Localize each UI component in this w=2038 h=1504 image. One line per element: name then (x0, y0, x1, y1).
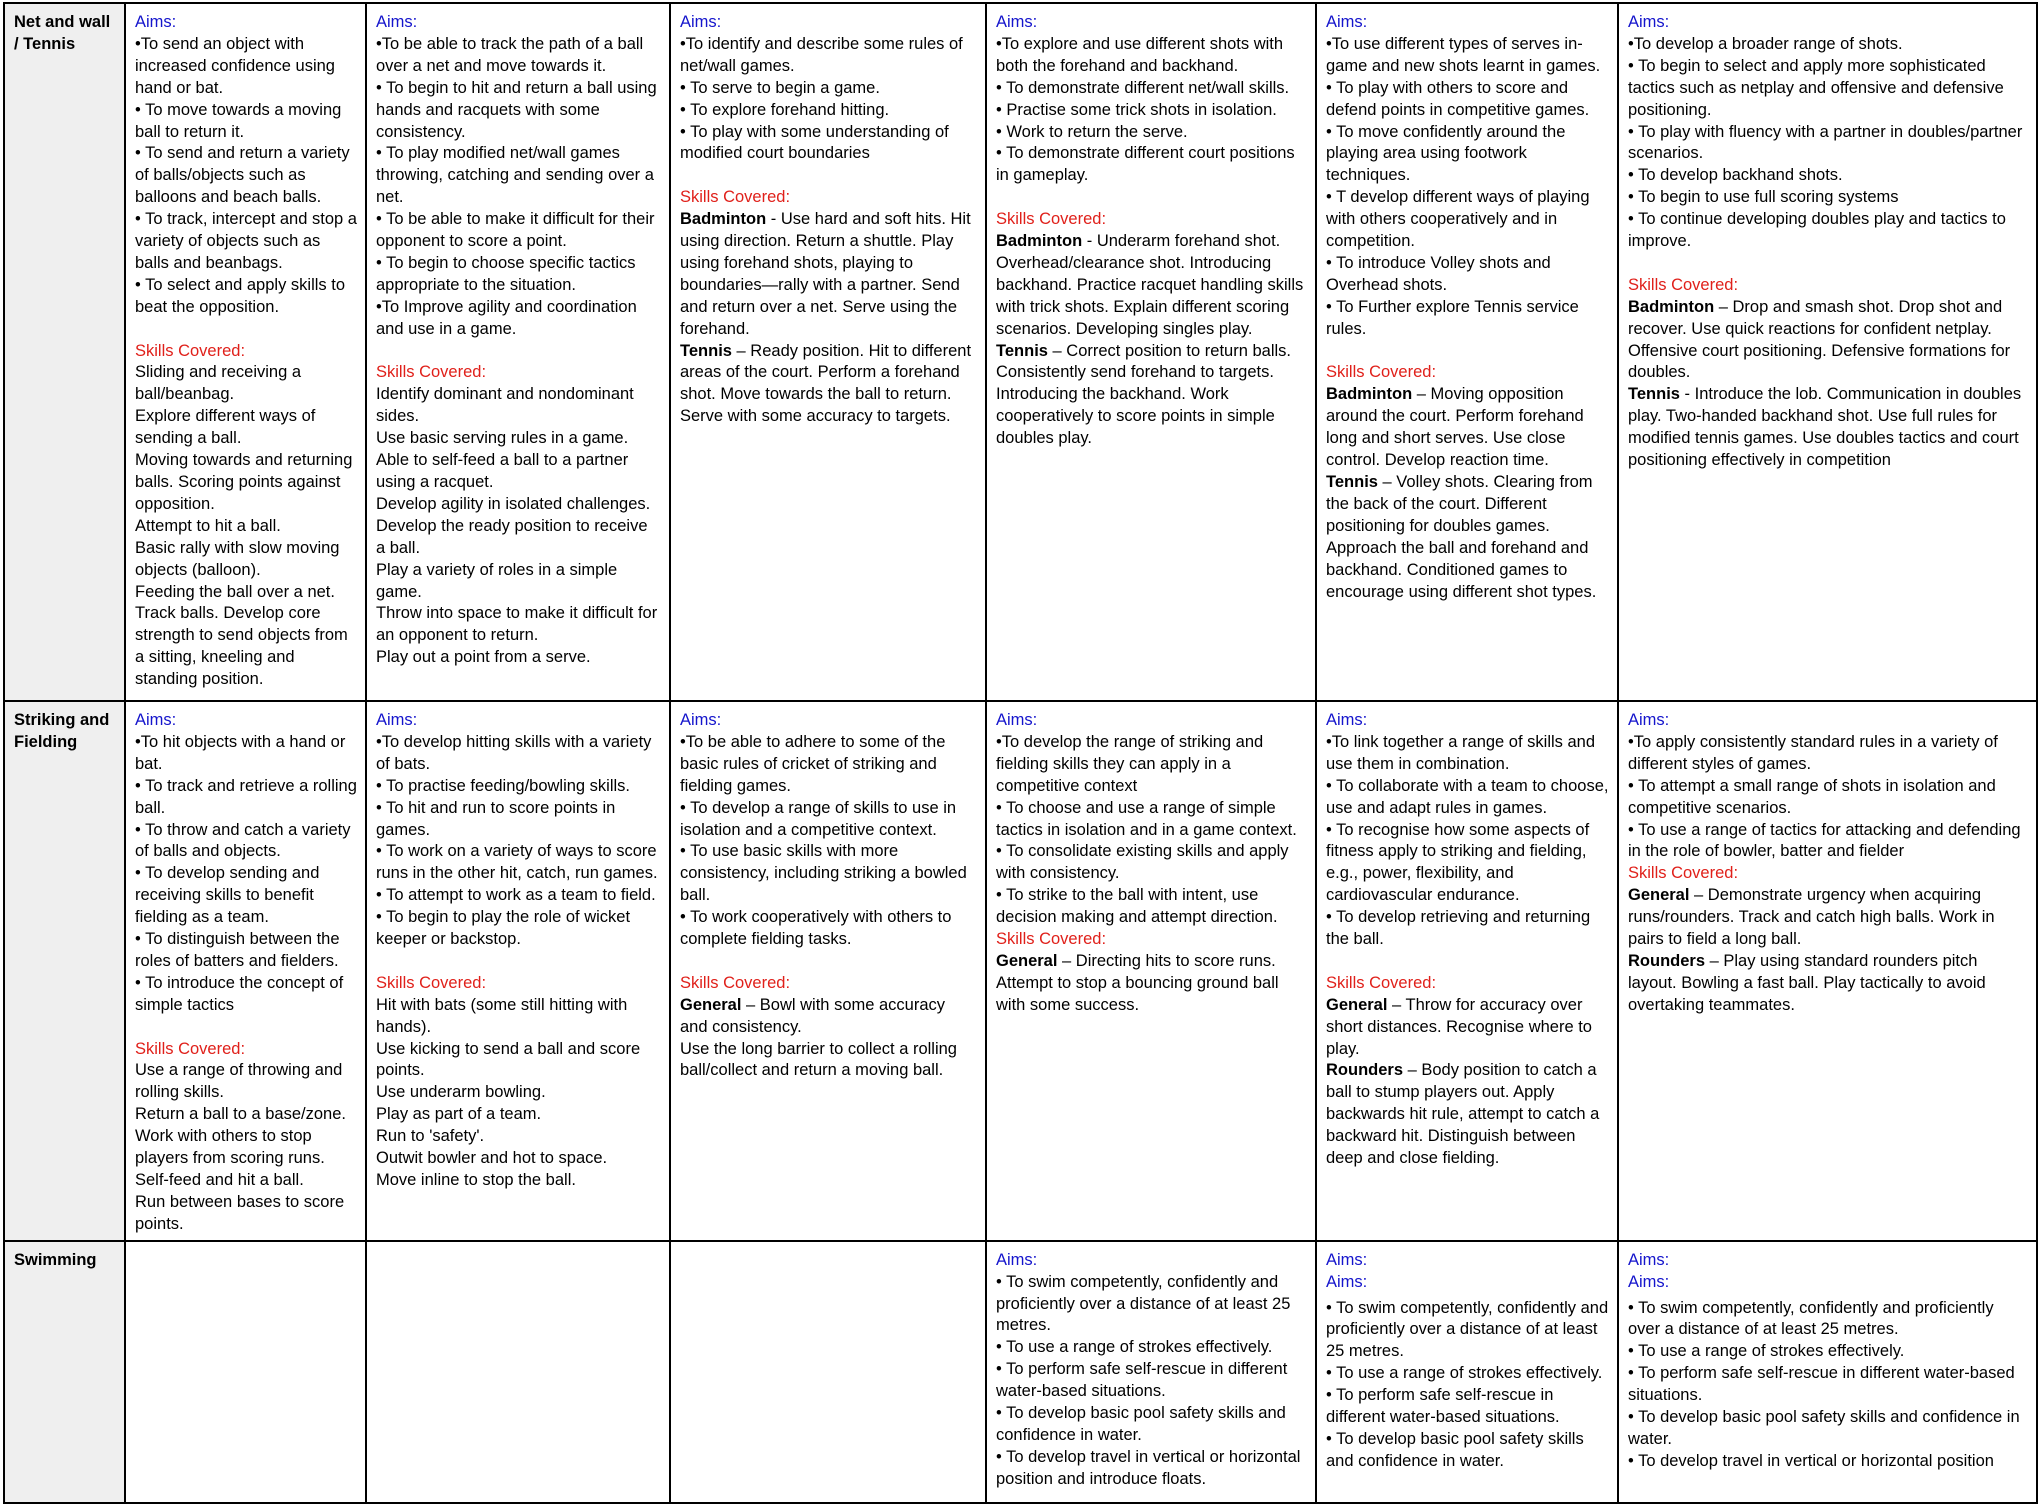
skill-item (680, 995, 977, 1039)
aim-item: • To play modified net/wall games throwing, catching and sending over a net. (376, 144, 654, 207)
skill-item (1628, 384, 2028, 472)
skill-item (1628, 885, 2028, 951)
skill-text: – Bowl with some accuracy and consistency. (680, 995, 946, 1036)
aim-item: • To begin to select and apply more sophisticated tactics such as netplay and offensive and defensive positioning. (1628, 56, 2004, 119)
skill-item (376, 1082, 661, 1104)
aim-item: • To introduce the concept of simple tactics (135, 973, 344, 1014)
skill-item (1326, 384, 1609, 472)
table-cell (670, 1241, 986, 1503)
skills-label: Skills Covered: (135, 341, 246, 360)
aim-item: • To develop a range of skills to use in isolation and a competitive context. (680, 798, 957, 839)
area-heading: Net and wall / Tennis (4, 3, 125, 701)
aim-item: • To be able to make it difficult for their opponent to score a point. (376, 210, 655, 251)
aim-item: • To continue developing doubles play and tactics to improve. (1628, 210, 2006, 251)
table-cell (670, 701, 986, 1241)
aim-item: •To be able to track the path of a ball over a net and move towards it. (376, 34, 644, 75)
aims-label: Aims: (1628, 1272, 1670, 1291)
skill-text: Run between bases to score points. (135, 1192, 345, 1233)
spacer (135, 1017, 357, 1039)
skills-label: Skills Covered: (1628, 275, 1739, 294)
skill-text: – Drop and smash shot. Drop shot and recover. Use quick reactions for confident netplay. Offensive court positioning. Defensive formations for doubles. (1628, 297, 2011, 382)
spacer (680, 951, 977, 973)
skill-item (996, 341, 1307, 451)
skill-text: – Directing hits to score runs. Attempt to stop a bouncing ground ball with some success. (996, 951, 1279, 1014)
aim-item: • To explore forehand hitting. (680, 100, 890, 119)
table-cell (986, 701, 1316, 1241)
table-cell (125, 3, 366, 701)
skill-item (135, 1192, 357, 1236)
aims-label: Aims: (1628, 711, 1670, 729)
aim-item: • To use a range of tactics for attacking and defending in the role of bowler, batter and fielder (1628, 820, 2021, 861)
aim-item: • To strike to the ball with intent, use decision making and attempt direction. (996, 886, 1278, 927)
aims-label: Aims: (376, 13, 418, 31)
skill-text: Hit with bats (some still hitting with hands). (376, 995, 628, 1036)
aim-item: • To practise feeding/bowling skills. (376, 776, 631, 795)
aim-item: •To Improve agility and coordination and use in a game. (376, 297, 637, 338)
aim-item: • To begin to hit and return a ball using hands and racquets with some consistency. (376, 78, 657, 141)
aim-item: • To attempt to work as a team to field. (376, 886, 656, 905)
skill-text: Moving towards and returning balls. Scoring points against opposition. (135, 451, 353, 513)
skill-item (135, 406, 357, 450)
aim-item: • Work to return the serve. (996, 122, 1188, 141)
table-cell (1316, 3, 1618, 701)
skill-item (376, 428, 661, 450)
aims-label: Aims: (135, 13, 177, 31)
skill-item (376, 603, 661, 647)
aims-label: Aims: (1326, 1250, 1368, 1269)
skill-text: - Introduce the lob. Communication in doubles play. Two-handed backhand shot. Use full rules for modified tennis games. Use doubles tactics and court positioning effectively in competition (1628, 385, 2022, 470)
skill-sport: Tennis (996, 341, 1048, 360)
aim-item: • To swim competently, confidently and proficiently over a distance of at least 25 metres. (1326, 1298, 1609, 1361)
skills-label: Skills Covered: (376, 363, 487, 382)
skills-label: Skills Covered: (996, 210, 1107, 229)
skill-text: Use underarm bowling. (376, 1083, 546, 1102)
skill-text: Sliding and receiving a ball/beanbag. (135, 363, 302, 404)
skill-item (376, 1039, 661, 1083)
skill-sport: General (680, 995, 742, 1014)
aim-item: •To develop a broader range of shots. (1628, 34, 1903, 53)
skill-item (1326, 995, 1609, 1061)
aim-item: •To develop hitting skills with a variety of bats. (376, 732, 652, 773)
aim-item: • To recognise how some aspects of fitness apply to striking and fielding, e.g., power, flexibility, and cardiovascular endurance. (1326, 820, 1590, 905)
skill-item (135, 538, 357, 582)
skill-text: – Moving opposition around the court. Perform forehand long and short serves. Use close control. Develop reaction time. (1326, 385, 1584, 470)
aim-item: •To hit objects with a hand or bat. (135, 732, 346, 773)
table-cell (366, 3, 670, 701)
skill-item (376, 995, 661, 1039)
skill-item (376, 494, 661, 516)
skill-text: – Ready position. Hit to different areas of the court. Perform a forehand shot. Move towards the ball to return. Serve with some accuracy to targets. (680, 341, 972, 426)
skill-text: Run to 'safety'. (376, 1127, 485, 1146)
skills-label: Skills Covered: (1628, 864, 1739, 883)
aim-item: • To begin to play the role of wicket keeper or backstop. (376, 908, 631, 949)
skill-sport: General (1628, 886, 1690, 905)
skill-item (376, 1104, 661, 1126)
aim-item: • To track and retrieve a rolling ball. (135, 776, 357, 817)
skill-text: – Volley shots. Clearing from the back of the court. Different positioning for doubles games. Approach the ball and forehand and backhand. Conditioned games to encourage using different shot types. (1326, 473, 1597, 601)
skill-item (135, 1170, 357, 1192)
aim-item: • To work cooperatively with others to complete fielding tasks. (680, 908, 952, 949)
skill-text: Develop agility in isolated challenges. (376, 494, 651, 513)
aim-item: • To distinguish between the roles of batters and fielders. (135, 930, 340, 970)
skill-text: Able to self-feed a ball to a partner using a racquet. (376, 451, 629, 492)
skill-text: – Throw for accuracy over short distances. Recognise where to play. (1326, 995, 1592, 1058)
skill-item (996, 231, 1307, 341)
skill-text: Identify dominant and nondominant sides. (376, 385, 634, 426)
skill-text: - Underarm forehand shot. Overhead/clearance shot. Introducing backhand. Practice racquet handling skills with trick shots. Explain different scoring scenarios. Developing singles play. (996, 232, 1304, 338)
skill-text: Outwit bowler and hot to space. (376, 1149, 608, 1168)
aim-item: • To develop sending and receiving skills to benefit fielding as a team. (135, 864, 320, 927)
curriculum-table (3, 2, 2038, 1504)
skill-sport: Badminton (1628, 297, 1715, 316)
aim-item: • To consolidate existing skills and apply with consistency. (996, 842, 1289, 883)
area-heading: Swimming (4, 1241, 125, 1503)
aim-item: •To send an object with increased confidence using hand or bat. (135, 34, 335, 97)
skill-item (135, 1126, 357, 1170)
table-cell (1316, 701, 1618, 1241)
aim-item: • To move towards a moving ball to return it. (135, 100, 342, 141)
aims-label: Aims: (996, 1250, 1038, 1269)
skill-item (135, 582, 357, 692)
skill-item (376, 560, 661, 604)
skill-sport: Tennis (1326, 473, 1378, 492)
aims-label: Aims: (680, 711, 722, 729)
skill-item (1628, 951, 2028, 1017)
aim-item: • To play with some understanding of modified court boundaries (680, 122, 949, 163)
aim-item: • To perform safe self-rescue in different water-based situations. (1628, 1364, 2015, 1405)
skill-text: Throw into space to make it difficult for an opponent to return. (376, 604, 658, 645)
aims-label: Aims: (1326, 1272, 1368, 1291)
skills-label: Skills Covered: (1326, 973, 1437, 992)
aim-item: • To throw and catch a variety of balls and objects. (135, 820, 351, 861)
skill-item (376, 516, 661, 560)
skills-label: Skills Covered: (135, 1039, 246, 1058)
aim-item: • To develop travel in vertical or horizontal position (1628, 1451, 1994, 1470)
skill-text: Play as part of a team. (376, 1105, 542, 1124)
skill-item (1628, 297, 2028, 385)
skill-text: Play out a point from a serve. (376, 648, 591, 667)
table-row (4, 1241, 2037, 1503)
aim-item: • To play with others to score and defend points in competitive games. (1326, 78, 1590, 119)
aim-item: • To swim competently, confidently and proficiently over a distance of at least 25 metres. (1628, 1298, 1994, 1339)
skill-text: Explore different ways of sending a ball. (135, 407, 316, 448)
aim-item: •To explore and use different shots with both the forehand and backhand. (996, 34, 1284, 75)
aim-item: • To use a range of strokes effectively. (996, 1338, 1273, 1357)
aims-label: Aims: (1326, 13, 1368, 31)
table-cell (986, 1241, 1316, 1503)
aim-item: • To demonstrate different net/wall skills. (996, 78, 1290, 97)
aim-item: •To link together a range of skills and use them in combination. (1326, 732, 1596, 773)
skill-item (680, 341, 977, 429)
aim-item: •To be able to adhere to some of the basic rules of cricket of striking and fielding games. (680, 732, 946, 795)
aim-item: • To play with fluency with a partner in doubles/partner scenarios. (1628, 122, 2023, 163)
aim-item: • To demonstrate different court positions in gameplay. (996, 144, 1295, 185)
aim-item: • To perform safe self-rescue in different water-based situations. (996, 1360, 1288, 1401)
aim-item: • To serve to begin a game. (680, 78, 880, 97)
table-cell (986, 3, 1316, 701)
aim-item: • T develop different ways of playing with others cooperatively and in competition. (1326, 188, 1590, 251)
aim-item: • To perform safe self-rescue in different water-based situations. (1326, 1386, 1560, 1427)
skill-item (376, 647, 661, 669)
aim-item: • To hit and run to score points in games. (376, 798, 616, 839)
aim-item: • To attempt a small range of shots in isolation and competitive scenarios. (1628, 776, 1996, 817)
skill-item (135, 1104, 357, 1126)
aim-item: • To send and return a variety of balls/objects such as balloons and beach balls. (135, 144, 350, 207)
aims-label: Aims: (996, 13, 1038, 31)
skill-text: – Play using standard rounders pitch layout. Bowling a fast ball. Play tactically to avoid overtaking teammates. (1628, 951, 1986, 1014)
aim-item: • To develop basic pool safety skills and confidence in water. (996, 1404, 1286, 1444)
skills-label: Skills Covered: (680, 188, 791, 207)
aim-item: • To select and apply skills to beat the opposition. (135, 275, 345, 316)
skill-item (376, 1170, 661, 1192)
aims-label: Aims: (135, 711, 177, 729)
skill-text: Return a ball to a base/zone. (135, 1105, 346, 1124)
skill-text: Use basic serving rules in a game. (376, 429, 629, 448)
skill-item (135, 362, 357, 406)
skill-item (376, 1126, 661, 1148)
aim-item: • To develop basic pool safety skills and confidence in water. (1628, 1408, 2020, 1448)
skill-item (1326, 1060, 1609, 1170)
skill-text: Use kicking to send a ball and score points. (376, 1039, 641, 1080)
aim-item: • To develop basic pool safety skills and confidence in water. (1326, 1429, 1584, 1470)
skill-sport: General (1326, 995, 1388, 1014)
skill-item (376, 1148, 661, 1170)
aims-label: Aims: (996, 711, 1038, 729)
aim-item: • To swim competently, confidently and proficiently over a distance of at least 25 metres. (996, 1272, 1291, 1335)
skills-label: Skills Covered: (1326, 363, 1437, 382)
skill-item (376, 384, 661, 428)
skill-text: Use a range of throwing and rolling skills. (135, 1061, 343, 1102)
aim-item: • To choose and use a range of simple tactics in isolation and in a game context. (996, 798, 1297, 839)
aim-item: • To begin to use full scoring systems (1628, 188, 1899, 207)
spacer (1326, 951, 1609, 973)
spacer (376, 341, 661, 363)
skill-item (135, 1060, 357, 1104)
skill-text: - Use hard and soft hits. Hit using direction. Return a shuttle. Play using forehand shots, playing to boundaries—rally with a partner. Send and return over a net. Serve using the forehand. (680, 210, 971, 338)
skill-text: – Body position to catch a ball to stump players out. Apply backwards hit rule, attempt to catch a backward hit. Distinguish between deep and close fielding. (1326, 1061, 1600, 1168)
skill-text: Feeding the ball over a net. Track balls. Develop core strength to send objects from a sitting, kneeling and standing position. (135, 582, 348, 689)
spacer (135, 319, 357, 341)
skill-item (135, 516, 357, 538)
table-cell (1618, 701, 2037, 1241)
skills-label: Skills Covered: (376, 973, 487, 992)
skill-sport: Badminton (996, 232, 1083, 251)
skills-label: Skills Covered: (680, 973, 791, 992)
area-heading: Striking and Fielding (4, 701, 125, 1241)
aim-item: •To identify and describe some rules of net/wall games. (680, 34, 963, 75)
aim-item: • Practise some trick shots in isolation. (996, 100, 1277, 119)
skill-text: Self-feed and hit a ball. (135, 1171, 304, 1190)
table-cell (125, 701, 366, 1241)
skill-item (680, 1039, 977, 1083)
aims-label: Aims: (1628, 1250, 1670, 1269)
spacer (1326, 341, 1609, 363)
aims-label: Aims: (1628, 13, 1670, 31)
table-cell (1316, 1241, 1618, 1503)
aim-item: • To track, intercept and stop a variety of objects such as balls and beanbags. (135, 210, 357, 272)
table-cell (366, 1241, 670, 1503)
aims-label: Aims: (1326, 711, 1368, 729)
aims-label: Aims: (680, 13, 722, 31)
skill-sport: Badminton (1326, 385, 1413, 404)
table-cell (1618, 3, 2037, 701)
aim-item: • To use a range of strokes effectively. (1326, 1364, 1603, 1383)
aim-item: • To use basic skills with more consistency, including striking a bowled ball. (680, 842, 967, 905)
spacer (376, 951, 661, 973)
aims-label: Aims: (376, 711, 418, 729)
skill-text: Play a variety of roles in a simple game. (376, 560, 618, 601)
aim-item: • To use a range of strokes effectively. (1628, 1342, 1905, 1361)
skill-sport: Rounders (1326, 1061, 1404, 1080)
skills-label: Skills Covered: (996, 930, 1107, 949)
aim-item: •To use different types of serves in-game and new shots learnt in games. (1326, 34, 1601, 75)
skill-sport: Tennis (1628, 385, 1680, 404)
skill-text: Develop the ready position to receive a ball. (376, 516, 648, 557)
table-cell (670, 3, 986, 701)
skill-item (1326, 472, 1609, 603)
skill-sport: Rounders (1628, 951, 1706, 970)
aim-item: • To develop travel in vertical or horizontal position and introduce floats. (996, 1447, 1301, 1488)
aim-item: • To collaborate with a team to choose, use and adapt rules in games. (1326, 776, 1609, 817)
aim-item: • To develop retrieving and returning the ball. (1326, 908, 1591, 949)
spacer (996, 187, 1307, 209)
table-cell (366, 701, 670, 1241)
skill-text: Work with others to stop players from scoring runs. (135, 1127, 325, 1168)
aim-item: • To move confidently around the playing area using footwork techniques. (1326, 122, 1566, 185)
skill-text: Move inline to stop the ball. (376, 1171, 576, 1190)
spacer (680, 165, 977, 187)
skill-text: Use the long barrier to collect a rolling ball/collect and return a moving ball. (680, 1039, 957, 1080)
skill-text: – Correct position to return balls. Consistently send forehand to targets. Introducing the backhand. Work cooperatively to score points in simple doubles play. (996, 341, 1291, 448)
table-cell (125, 1241, 366, 1503)
skill-item (135, 450, 357, 516)
aim-item: • To work on a variety of ways to score runs in the other hit, catch, run games. (376, 842, 658, 883)
skill-sport: General (996, 951, 1058, 970)
aim-item: • To begin to choose specific tactics appropriate to the situation. (376, 253, 636, 294)
spacer (1628, 253, 2028, 275)
skill-sport: Tennis (680, 341, 732, 360)
table-row (4, 701, 2037, 1241)
skill-item (680, 209, 977, 340)
table-row (4, 3, 2037, 701)
aim-item: • To introduce Volley shots and Overhead shots. (1326, 253, 1551, 294)
aim-item: •To apply consistently standard rules in a variety of different styles of games. (1628, 732, 1998, 773)
aim-item: • To develop backhand shots. (1628, 166, 1843, 185)
skill-item (996, 951, 1307, 1017)
table-cell (1618, 1241, 2037, 1503)
skill-sport: Badminton (680, 210, 767, 229)
skill-text: – Demonstrate urgency when acquiring runs/rounders. Track and catch high balls. Work in pairs to field a long ball. (1628, 886, 1995, 949)
skill-item (376, 450, 661, 494)
aim-item: •To develop the range of striking and fielding skills they can apply in a competitive context (996, 732, 1264, 795)
skill-text: Basic rally with slow moving objects (balloon). (135, 538, 340, 579)
skill-text: Attempt to hit a ball. (135, 516, 281, 535)
aim-item: • To Further explore Tennis service rules. (1326, 297, 1579, 338)
